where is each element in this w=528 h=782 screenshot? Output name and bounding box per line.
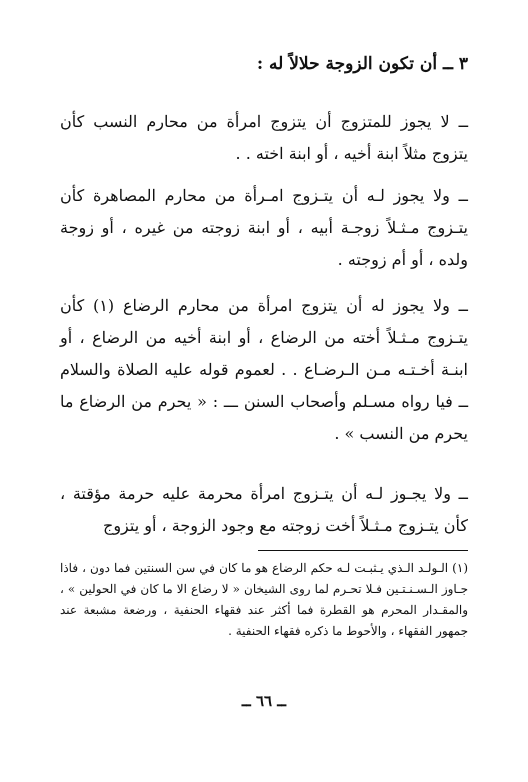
paragraph-blood-relatives: ــ لا يجوز للمتزوج أن يتزوج امرأة من محارم النسب كأن يتزوج مثلاً ابنة أخيه ، أو ابنة اخته . . (60, 112, 468, 163)
footnote-divider (258, 550, 468, 551)
paragraph-nursing-relatives: ــ ولا يجوز له أن يتزوج امرأة من محارم الرضاع (١) كأن يتـزوج مـثـلاً أخته من الرضاع ، أو ابنة أخيه من الرضاع ، أو ابنـة أخـتـه مـن الـرضـاع . . لعموم قوله عليه الصلاة والسلام ــ فيا رواه مسـلم وأصحاب السنن ـــ : « يحرم من الرضاع ما يحرم من النسب » . (60, 296, 468, 443)
paragraph-temporary-prohibition: ــ ولا يجـوز لـه أن يتـزوج امرأة محرمة عليه حرمة مؤقتة ، كأن يتـزوج مـثـلاً أخت زوجته مع وجود الزوجة ، أو يتزوج (60, 484, 468, 535)
page-number: ــ ٦٦ ــ (241, 692, 287, 710)
section-heading: ٣ ــ أن تكون الزوجة حلالاً له : (256, 54, 468, 74)
paragraph-in-law-relatives: ــ ولا يجوز لـه أن يتـزوج امـرأة من محارم المصاهرة كأن يتـزوج مـثـلاً زوجـة أبيه ، أو ابنة زوجته من غيره ، أو زوجة ولده ، أو أم زوجته . (60, 186, 468, 269)
footnote: (١) الـولـد الـذي يـثبـت لـه حكم الرضاع هو ما كان في سن السنتين فما دون ، فاذا جـاوز الـسـنـتـين فـلا تحـرم لما روى الشيخان « لا رضاع الا ما كان في الحولين » ، والمقـدار المحرم هو القطرة فما أكثر عند فقهاء الحنفية ، ورضعة مشبعة عند جمهور الفقهاء ، والأحوط ما ذكره فقهاء الحنفية . (60, 561, 468, 638)
